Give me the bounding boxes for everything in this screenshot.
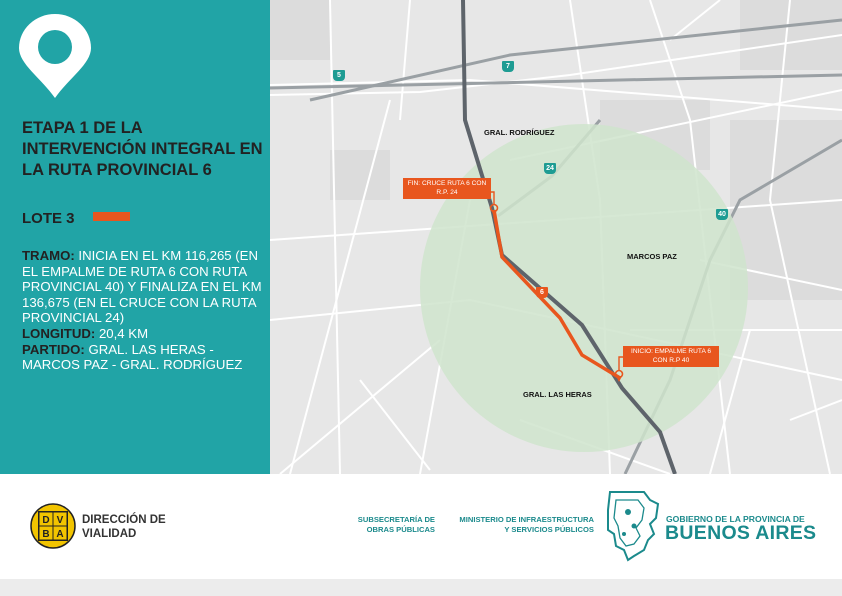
tramo-text: INICIA EN EL KM 116,265 (EN EL EMPALME DE RUTA 6 CON RUTA PROVINCIAL 40) Y FINALIZA EN EL KM 136,675 (EN EL CRUCE CON LA RUTA PROVINCIAL 24) [22,248,262,326]
bottom-strip [0,579,842,596]
longitud-label: LONGITUD: [22,325,96,341]
location-pin-icon [17,14,93,100]
partido-label: PARTIDO: [22,341,85,357]
route-shield-7: 7 [502,61,514,72]
lote-label: LOTE 3 [22,210,75,227]
buenos-aires-label: BUENOS AIRES [665,522,817,544]
tramo-label: TRAMO: [22,248,75,263]
partido-text: GRAL. LAS HERAS - MARCOS PAZ - GRAL. RODRÍGUEZ [22,341,243,373]
direccion-vialidad-label: DIRECCIÓN DE VIALIDAD [82,514,166,540]
route-shield-6: 6 [536,287,548,298]
info-panel [0,0,270,474]
route-shield-5: 5 [333,70,345,81]
place-marcos-paz: MARCOS PAZ [627,252,677,261]
place-gral-rodriguez: GRAL. RODRÍGUEZ [484,128,555,137]
dvba-letter-v: V [56,515,64,526]
route-shield-24: 24 [544,163,556,174]
page-title: ETAPA 1 DE LA INTERVENCIÓN INTEGRAL EN LA RUTA PROVINCIAL 6 [22,119,263,179]
gobierno-provincia-label: GOBIERNO DE LA PROVINCIA DE [666,514,805,524]
map-canvas [270,0,842,474]
place-gral-las-heras: GRAL. LAS HERAS [523,390,592,399]
dvba-letter-d: D [42,515,50,526]
dvba-seal-icon [30,503,76,549]
route-shield-40: 40 [716,209,728,220]
area-of-influence [420,124,748,452]
longitud-text: 20,4 KM [98,325,149,341]
callout-fin: FIN: CRUCE RUTA 6 CON R.P. 24 [403,178,491,199]
route-details [22,248,268,373]
dvba-letter-b: B [42,529,50,540]
route-map[interactable] [270,0,842,474]
subsecretaria-label: SUBSECRETARÍA DE OBRAS PÚBLICAS [357,515,435,534]
callout-inicio: INICIO: EMPALME RUTA 6 CON R.P 40 [623,346,719,367]
route-legend-swatch [93,212,130,221]
ministerio-label: MINISTERIO DE INFRAESTRUCTURA Y SERVICIOS PÚBLICOS [459,515,594,534]
buenos-aires-province-map-icon [604,490,660,562]
dvba-letter-a: A [56,529,64,540]
